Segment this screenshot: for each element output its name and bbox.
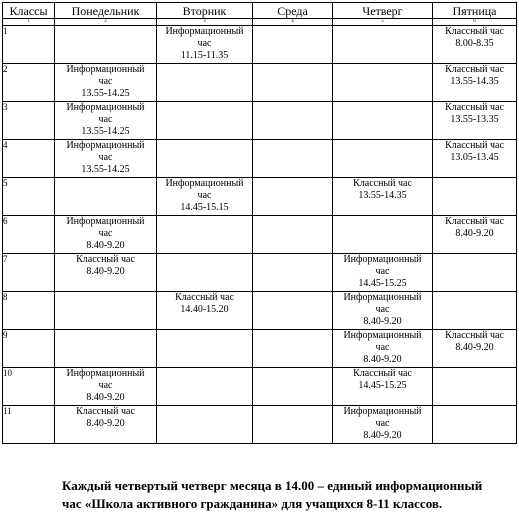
class-number: 5 <box>3 178 55 216</box>
schedule-cell-wednesday <box>253 26 333 64</box>
schedule-cell-tuesday <box>157 64 253 102</box>
schedule-cell-thursday <box>333 26 433 64</box>
schedule-cell-monday <box>55 254 157 292</box>
event-text: час <box>197 38 212 49</box>
schedule-cell-tuesday <box>157 368 253 406</box>
event-text: 8.40-9.20 <box>363 316 402 327</box>
event-text: Классный час <box>445 64 504 75</box>
class-number: 2 <box>3 64 55 102</box>
schedule-cell-monday <box>55 102 157 140</box>
schedule-cell-monday <box>55 368 157 406</box>
event-text: 8.40-9.20 <box>363 354 402 365</box>
table-row <box>3 254 517 292</box>
schedule-cell-wednesday <box>253 292 333 330</box>
schedule-cell-friday <box>433 330 517 368</box>
schedule-cell-friday <box>433 26 517 64</box>
schedule-cell-monday <box>55 330 157 368</box>
event-text: 14.40-15.20 <box>180 304 229 315</box>
schedule-cell-tuesday <box>157 292 253 330</box>
schedule-cell-wednesday <box>253 216 333 254</box>
event-text: час <box>98 152 113 163</box>
schedule-cell-friday <box>433 216 517 254</box>
event-text: час <box>98 114 113 125</box>
event-text: Классный час <box>445 216 504 227</box>
event-text: Классный час <box>76 254 135 265</box>
event-text: Классный час <box>353 178 412 189</box>
event-text: Классный час <box>175 292 234 303</box>
event-text: Информационный <box>165 178 244 189</box>
schedule-cell-thursday <box>333 406 433 444</box>
schedule-cell-thursday <box>333 64 433 102</box>
event-text: Классный час <box>76 406 135 417</box>
event-text: 13.05-13.45 <box>450 152 499 163</box>
schedule-cell-tuesday <box>157 102 253 140</box>
event-text: 8.40-9.20 <box>86 392 125 403</box>
class-number: 6 <box>3 216 55 254</box>
column-number: 5 <box>333 19 433 26</box>
schedule-cell-tuesday <box>157 26 253 64</box>
table-row <box>3 330 517 368</box>
event-text: Классный час <box>445 102 504 113</box>
schedule-cell-tuesday <box>157 330 253 368</box>
event-text: 8.40-9.20 <box>86 418 125 429</box>
event-text: час <box>375 266 390 277</box>
table-row <box>3 216 517 254</box>
class-number: 11 <box>3 406 55 444</box>
header-friday: Пятница <box>433 3 517 19</box>
header-classes: Классы <box>3 3 55 19</box>
footer-note-line-1: Каждый четвертый четверг месяца в 14.00 – единый информационный <box>62 478 483 493</box>
event-text: Информационный <box>66 368 145 379</box>
schedule-cell-thursday <box>333 178 433 216</box>
event-text: Информационный <box>343 292 422 303</box>
event-text: 8.40-9.20 <box>455 228 494 239</box>
column-number: 4 <box>253 19 333 26</box>
event-text: Классный час <box>445 140 504 151</box>
table-row <box>3 178 517 216</box>
event-text: Информационный <box>66 64 145 75</box>
event-text: час <box>375 418 390 429</box>
schedule-cell-monday <box>55 406 157 444</box>
table-row <box>3 292 517 330</box>
event-text: час <box>98 76 113 87</box>
schedule-cell-friday <box>433 178 517 216</box>
schedule-cell-wednesday <box>253 368 333 406</box>
table-row <box>3 368 517 406</box>
schedule-cell-thursday <box>333 102 433 140</box>
schedule-cell-friday <box>433 140 517 178</box>
schedule-cell-friday <box>433 64 517 102</box>
event-text: Классный час <box>353 368 412 379</box>
event-text: Информационный <box>343 406 422 417</box>
column-number-row <box>3 19 517 26</box>
schedule-cell-monday <box>55 26 157 64</box>
schedule-cell-thursday <box>333 254 433 292</box>
schedule-cell-wednesday <box>253 178 333 216</box>
schedule-cell-monday <box>55 178 157 216</box>
event-text: 11.15-11.35 <box>180 50 229 61</box>
schedule-cell-wednesday <box>253 64 333 102</box>
schedule-cell-friday <box>433 254 517 292</box>
event-text: час <box>197 190 212 201</box>
event-text: Классный час <box>445 330 504 341</box>
table-row <box>3 64 517 102</box>
schedule-cell-wednesday <box>253 140 333 178</box>
schedule-cell-friday <box>433 102 517 140</box>
event-text: Информационный <box>343 254 422 265</box>
column-number: 2 <box>55 19 157 26</box>
footer-note <box>62 477 519 513</box>
schedule-cell-wednesday <box>253 406 333 444</box>
schedule-cell-monday <box>55 216 157 254</box>
event-text: 13.55-14.25 <box>81 164 130 175</box>
schedule-cell-thursday <box>333 216 433 254</box>
header-monday: Понедельник <box>55 3 157 19</box>
schedule-table <box>2 2 517 444</box>
class-number: 9 <box>3 330 55 368</box>
event-text: 13.55-14.25 <box>81 126 130 137</box>
table-row <box>3 102 517 140</box>
class-number: 7 <box>3 254 55 292</box>
column-number: 3 <box>157 19 253 26</box>
schedule-cell-wednesday <box>253 330 333 368</box>
event-text: 13.55-14.35 <box>450 76 499 87</box>
table-row <box>3 140 517 178</box>
event-text: 8.40-9.20 <box>455 342 494 353</box>
schedule-cell-tuesday <box>157 178 253 216</box>
event-text: 8.40-9.20 <box>363 430 402 441</box>
event-text: 8.40-9.20 <box>86 266 125 277</box>
event-text: Классный час <box>445 26 504 37</box>
footer-note-line-2: час «Школа активного гражданина» для учащихся 8-11 классов. <box>62 496 443 511</box>
schedule-cell-thursday <box>333 368 433 406</box>
event-text: час <box>98 228 113 239</box>
event-text: 14.45-15.25 <box>358 278 407 289</box>
event-text: Информационный <box>66 140 145 151</box>
schedule-cell-friday <box>433 368 517 406</box>
event-text: Информационный <box>66 216 145 227</box>
class-number: 1 <box>3 26 55 64</box>
schedule-cell-tuesday <box>157 216 253 254</box>
header-thursday: Четверг <box>333 3 433 19</box>
header-tuesday: Вторник <box>157 3 253 19</box>
event-text: 8.00-8.35 <box>455 38 494 49</box>
event-text: Информационный <box>343 330 422 341</box>
column-number: 1 <box>3 19 55 26</box>
class-number: 4 <box>3 140 55 178</box>
schedule-cell-thursday <box>333 330 433 368</box>
event-text: час <box>375 304 390 315</box>
table-row <box>3 26 517 64</box>
schedule-cell-wednesday <box>253 254 333 292</box>
schedule-cell-thursday <box>333 140 433 178</box>
class-number: 3 <box>3 102 55 140</box>
event-text: 14.45-15.25 <box>358 380 407 391</box>
schedule-cell-monday <box>55 140 157 178</box>
schedule-cell-tuesday <box>157 140 253 178</box>
header-wednesday: Среда <box>253 3 333 19</box>
schedule-cell-thursday <box>333 292 433 330</box>
schedule-cell-friday <box>433 292 517 330</box>
event-text: 13.55-14.35 <box>358 190 407 201</box>
schedule-cell-friday <box>433 406 517 444</box>
table-row <box>3 406 517 444</box>
column-number: 6 <box>433 19 517 26</box>
schedule-cell-tuesday <box>157 406 253 444</box>
schedule-cell-tuesday <box>157 254 253 292</box>
schedule-cell-monday <box>55 64 157 102</box>
event-text: час <box>375 342 390 353</box>
header-row <box>3 3 517 19</box>
event-text: 13.55-13.35 <box>450 114 499 125</box>
class-number: 10 <box>3 368 55 406</box>
event-text: 8.40-9.20 <box>86 240 125 251</box>
event-text: 14.45-15.15 <box>180 202 229 213</box>
event-text: час <box>98 380 113 391</box>
event-text: Информационный <box>66 102 145 113</box>
schedule-cell-wednesday <box>253 102 333 140</box>
schedule-body <box>3 26 517 444</box>
schedule-cell-monday <box>55 292 157 330</box>
event-text: Информационный <box>165 26 244 37</box>
event-text: 13.55-14.25 <box>81 88 130 99</box>
class-number: 8 <box>3 292 55 330</box>
